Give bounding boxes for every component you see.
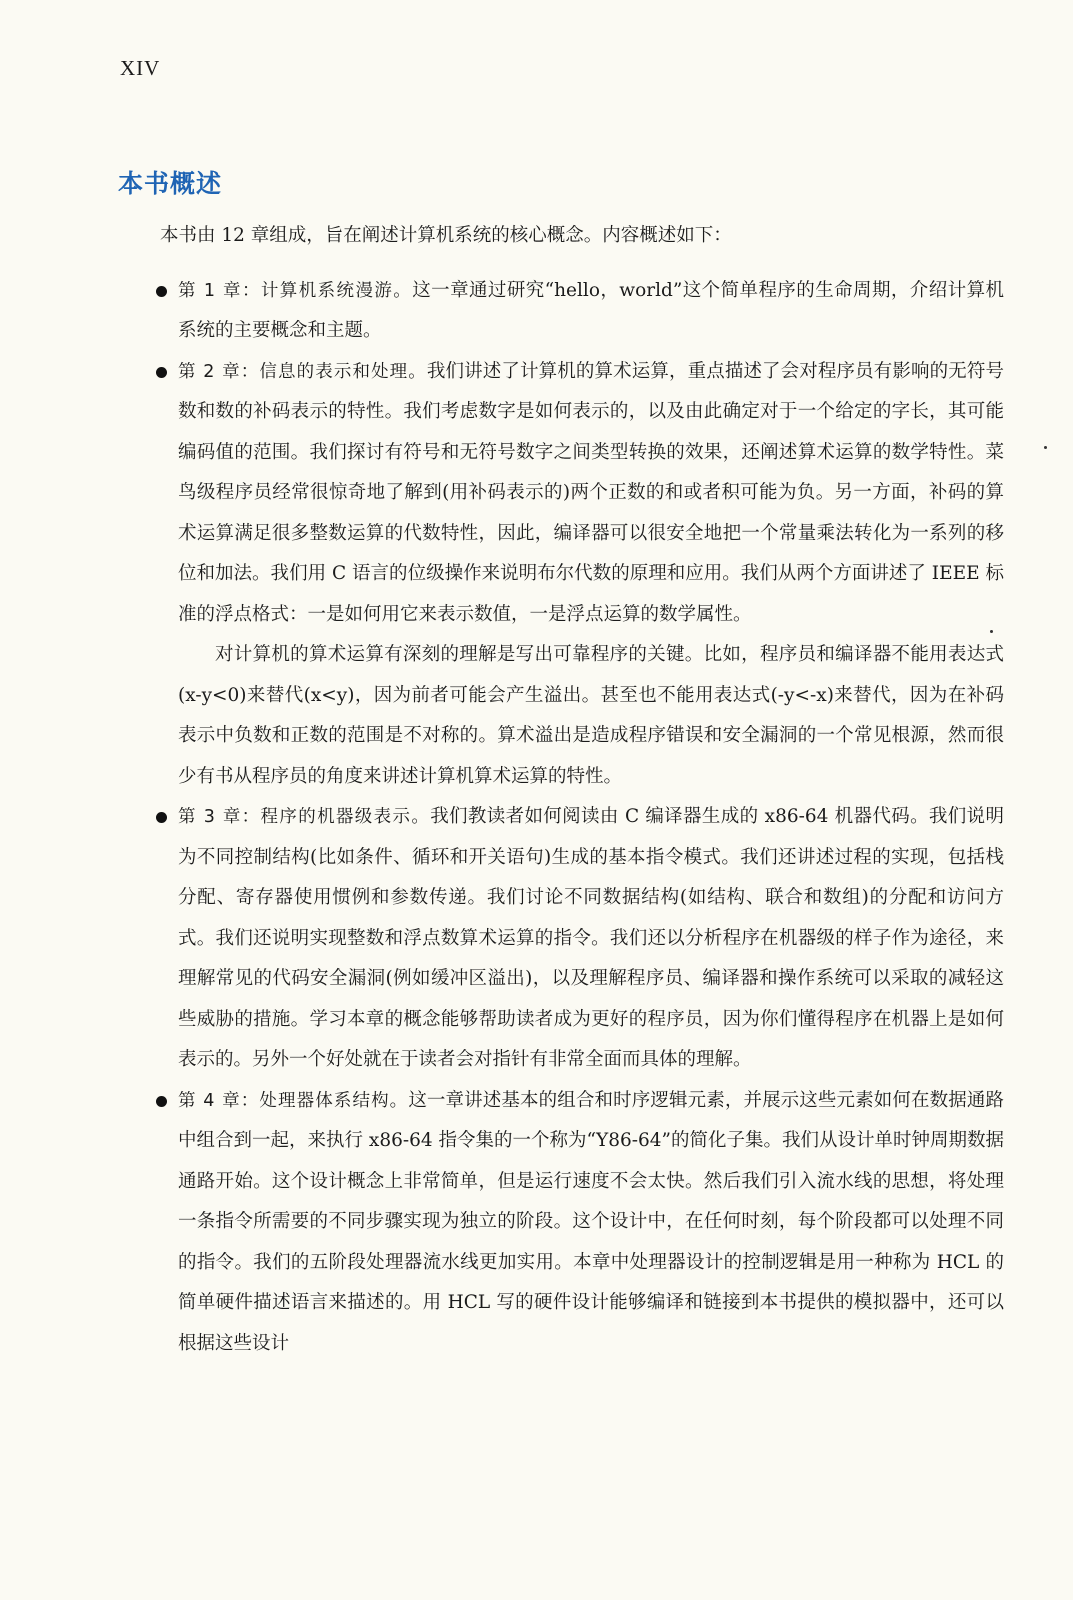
chapter-text: 这一章通过研究“hello，world”这个简单程序的生命周期，介绍计算机系统的主要概念和主题。 <box>178 279 1004 341</box>
chapter-paragraph <box>178 1081 1004 1365</box>
bullet-icon <box>156 1096 167 1107</box>
chapter-1-item <box>178 271 1004 352</box>
chapter-heading: 第 4 章：处理器体系结构。 <box>178 1090 409 1111</box>
chapter-paragraph: 对计算机的算术运算有深刻的理解是写出可靠程序的关键。比如，程序员和编译器不能用表达式(x-y<0)来替代(x<y)，因为前者可能会产生溢出。甚至也不能用表达式(-y<-x)来替代，因为在补码表示中负数和正数的范围是不对称的。算术溢出是造成程序错误和安全漏洞的一个常见根源，然而很少有书从程序员的角度来讲述计算机算术运算的特性。 <box>178 644 1004 787</box>
chapter-2-item <box>178 352 1004 798</box>
bullet-icon <box>156 367 167 378</box>
chapter-heading: 第 2 章：信息的表示和处理。 <box>178 361 427 382</box>
chapter-paragraph <box>178 271 1004 352</box>
scan-speck <box>990 630 993 633</box>
chapter-text: 我们讲述了计算机的算术运算，重点描述了会对程序员有影响的无符号数和数的补码表示的特性。我们考虑数字是如何表示的，以及由此确定对于一个给定的字长，其可能编码值的范围。我们探讨有符号和无符号数字之间类型转换的效果，还阐述算术运算的数学特性。菜鸟级程序员经常很惊奇地了解到(用补码表示的)两个正数的和或者积可能为负。另一方面，补码的算术运算满足很多整数运算的代数特性，因此，编译器可以很安全地把一个常量乘法转化为一系列的移位和加法。我们用 C 语言的位级操作来说明布尔代数的原理和应用。我们从两个方面讲述了 IEEE 标准的浮点格式：一是如何用它来表示数值，一是浮点运算的数学属性。 <box>178 360 1004 625</box>
main-content <box>158 216 1004 1364</box>
scan-speck <box>1044 446 1047 449</box>
intro-paragraph: 本书由 12 章组成，旨在阐述计算机系统的核心概念。内容概述如下： <box>160 225 732 246</box>
bullet-icon <box>156 286 167 297</box>
bullet-icon <box>156 812 167 823</box>
section-title: 本书概述 <box>118 169 223 198</box>
page-number: XIV <box>120 56 161 80</box>
chapter-heading: 第 1 章：计算机系统漫游。 <box>178 280 413 301</box>
chapter-text: 我们教读者如何阅读由 C 编译器生成的 x86-64 机器代码。我们说明为不同控制结构(比如条件、循环和开关语句)生成的基本指令模式。我们还讲述过程的实现，包括栈分配、寄存器使用惯例和参数传递。我们讨论不同数据结构(如结构、联合和数组)的分配和访问方式。我们还说明实现整数和浮点数算术运算的指令。我们还以分析程序在机器级的样子作为途径，来理解常见的代码安全漏洞(例如缓冲区溢出)，以及理解程序员、编译器和操作系统可以采取的减轻这些威胁的措施。学习本章的概念能够帮助读者成为更好的程序员，因为你们懂得程序在机器上是如何表示的。另外一个好处就在于读者会对指针有非常全面而具体的理解。 <box>178 806 1004 1070</box>
chapter-heading: 第 3 章：程序的机器级表示。 <box>178 807 431 827</box>
chapter-text: 这一章讲述基本的组合和时序逻辑元素，并展示这些元素如何在数据通路中组合到一起，来执行 x86-64 指令集的一个称为“Y86-64”的简化子集。我们从设计单时钟周期数据通路开始。这个设计概念上非常简单，但是运行速度不会太快。然后我们引入流水线的思想，将处理一条指令所需要的不同步骤实现为独立的阶段。这个设计中，在任何时刻，每个阶段都可以处理不同的指令。我们的五阶段处理器流水线更加实用。本章中处理器设计的控制逻辑是用一种称为 HCL 的简单硬件描述语言来描述的。用 HCL 写的硬件设计能够编译和链接到本书提供的模拟器中，还可以根据这些设计 <box>178 1089 1004 1354</box>
chapter-4-item <box>178 1081 1004 1365</box>
chapter-paragraph <box>178 352 1004 636</box>
chapter-paragraph <box>178 797 1004 1081</box>
chapter-3-item <box>178 797 1004 1081</box>
